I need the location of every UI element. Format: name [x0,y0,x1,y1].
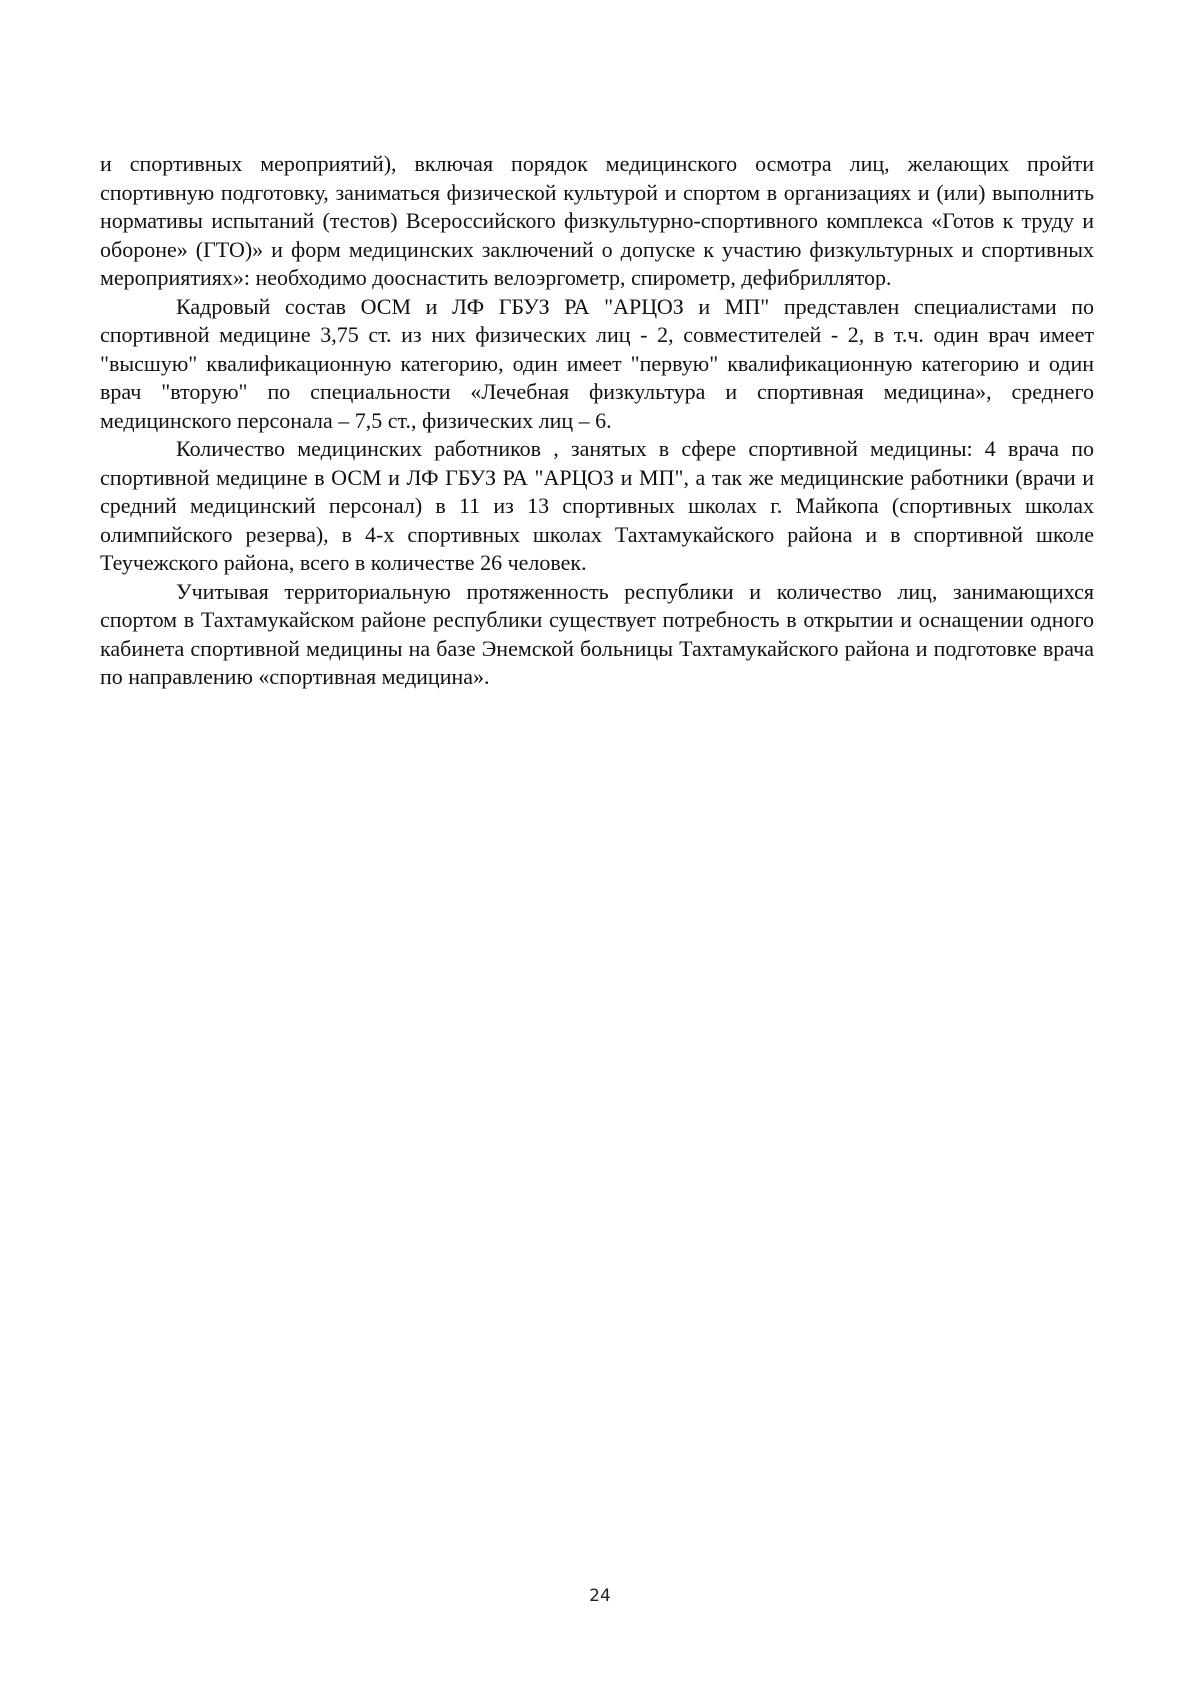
paragraph-workers-count: Количество медицинских работников , занятых в сфере спортивной медицины: 4 врача по спортивной медицине в ОСМ и ЛФ ГБУЗ РА "АРЦОЗ и МП", а так же медицинские работники (врачи и средний медицинский персонал) в 11 из 13 спортивных школах г. Майкопа (спортивных школах олимпийского резерва), в 4-х спортивных школах Тахтамукайского района и в спортивной школе Теучежского района, всего в количестве 26 человек. [100,436,1094,575]
page-number: 24 [589,1586,611,1606]
paragraph-continuation: и спортивных мероприятий), включая порядок медицинского осмотра лиц, желающих пройти спортивную подготовку, заниматься физической культурой и спортом в организациях и (или) выполнить нормативы испытаний (тестов) Всероссийского физкультурно-спортивного комплекса «Готов к труду и обороне» (ГТО)» и форм медицинских заключений о допуске к участию физкультурных и спортивных мероприятиях»: необходимо дооснастить велоэргометр, спирометр, дефибриллятор. [100,151,1094,290]
paragraph-staffing: Кадровый состав ОСМ и ЛФ ГБУЗ РА "АРЦОЗ и МП" представлен специалистами по спортивной медицине 3,75 ст. из них физических лиц - 2, совместителей - 2, в т.ч. один врач имеет "высшую" квалификационную категорию, один имеет "первую" квалификационную категорию и один врач "вторую" по специальности «Лечебная физкультура и спортивная медицина», среднего медицинского персонала – 7,5 ст., физических лиц – 6. [100,293,1094,433]
paragraph-need: Учитывая территориальную протяженность республики и количество лиц, занимающихся спортом в Тахтамукайском районе республики существует потребность в открытии и оснащении одного кабинета спортивной медицины на базе Энемской больницы Тахтамукайского района и подготовке врача по направлению «спортивная медицина». [100,578,1094,689]
document-body [100,150,1094,692]
